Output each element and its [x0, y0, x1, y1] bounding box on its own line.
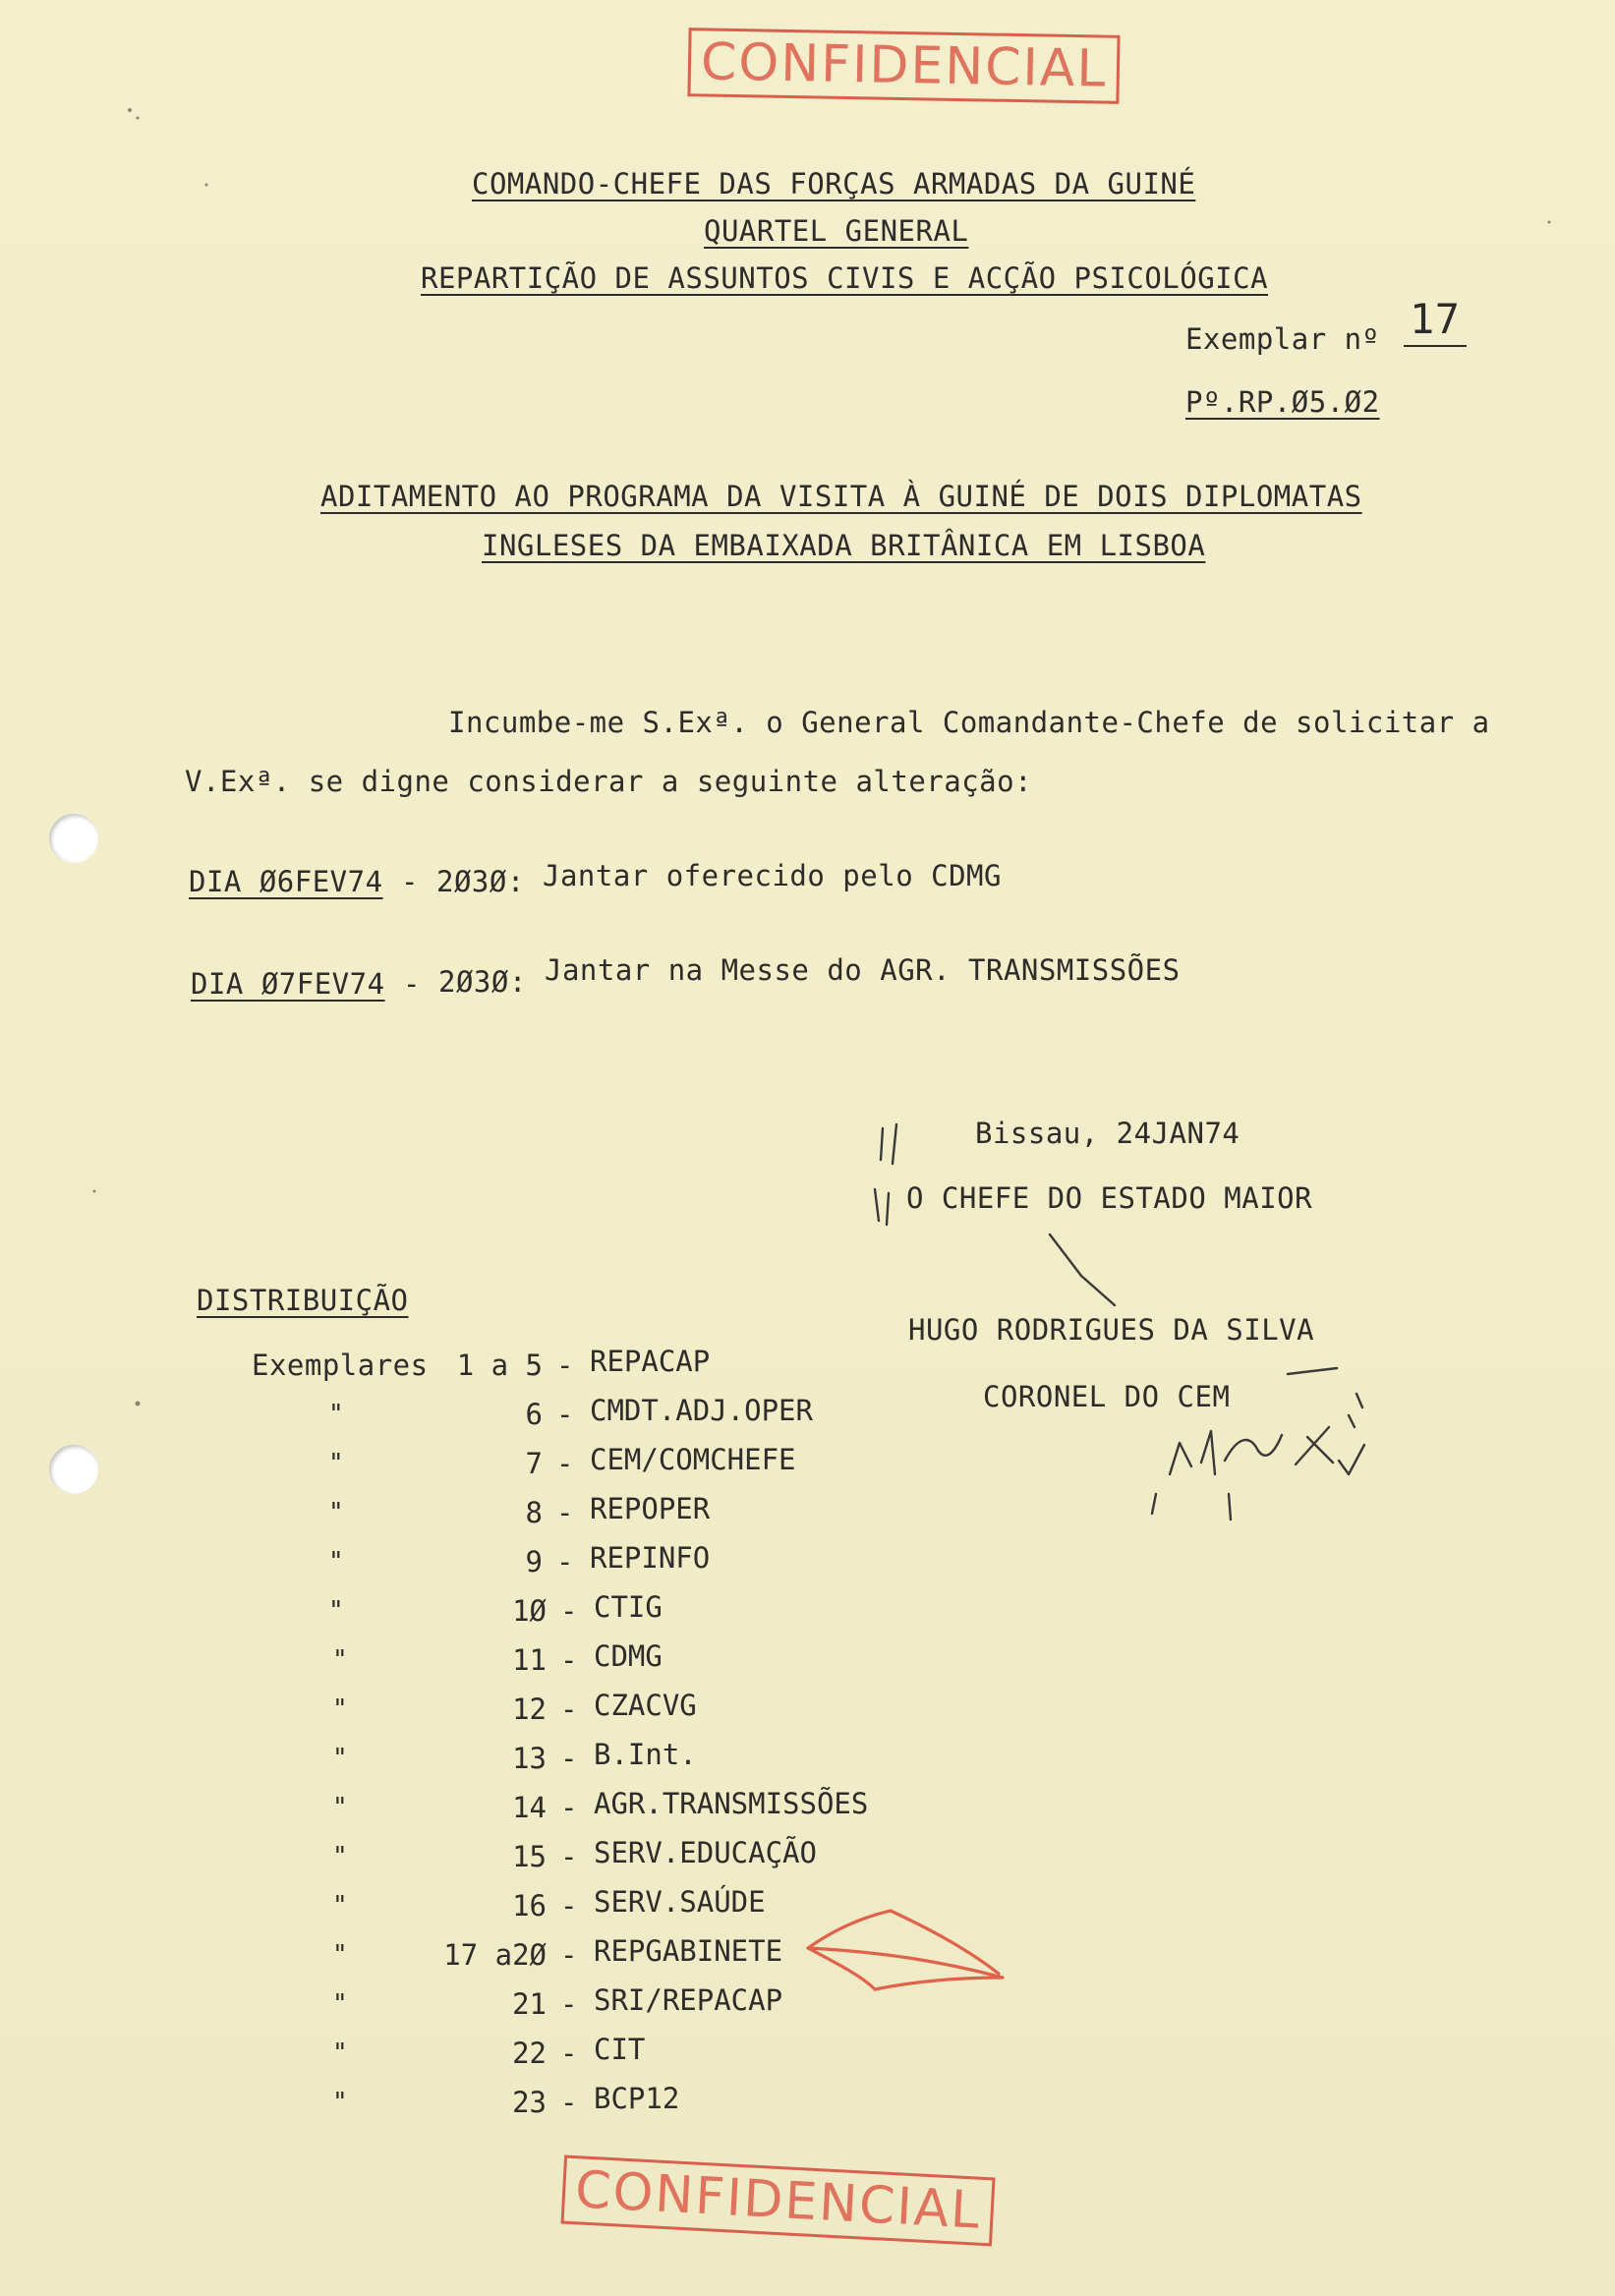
- distribution-copies: 7: [525, 1447, 543, 1480]
- signatory-role: O CHEFE DO ESTADO MAIOR: [906, 1181, 1313, 1215]
- distribution-copies: 9: [525, 1545, 543, 1578]
- ditto-mark: ": [328, 1400, 344, 1429]
- header-command: COMANDO-CHEFE DAS FORÇAS ARMADAS DA GUINÉ: [472, 167, 1196, 201]
- place-date: Bissau, 24JAN74: [975, 1117, 1240, 1150]
- title-line-1: ADITAMENTO AO PROGRAMA DA VISITA À GUINÉ DE DOIS DIPLOMATAS: [320, 480, 1362, 513]
- distribution-recipient: CIT: [594, 2033, 646, 2066]
- distribution-recipient: CZACVG: [594, 1689, 697, 1722]
- confidential-stamp-bottom: CONFIDENCIAL: [560, 2155, 995, 2247]
- distribution-dash: -: [560, 1791, 578, 1824]
- distribution-dash: -: [560, 1938, 578, 1972]
- exemplar-label: Exemplar nº: [1185, 322, 1380, 356]
- signatory-rank: CORONEL DO CEM: [983, 1380, 1231, 1413]
- distribution-dash: -: [556, 1496, 574, 1529]
- distribution-heading: DISTRIBUIÇÃO: [197, 1284, 409, 1317]
- schedule-day-1: DIA Ø6FEV74: [189, 865, 383, 898]
- body-paragraph-line-2: V.Exª. se digne considerar a seguinte alteração:: [185, 765, 1033, 798]
- distribution-copies: 12: [512, 1693, 547, 1726]
- ditto-mark: ": [332, 1989, 348, 2019]
- ditto-mark: ": [332, 2088, 348, 2117]
- distribution-recipient: REPINFO: [590, 1541, 711, 1575]
- schedule-dash-1: -: [401, 865, 419, 898]
- distribution-copies: 21: [512, 1987, 547, 2021]
- distribution-copies: 17 a2Ø: [443, 1938, 547, 1972]
- distribution-recipient: B.Int.: [594, 1738, 697, 1771]
- exemplar-number: 17: [1404, 295, 1467, 347]
- distribution-dash: -: [560, 1693, 578, 1726]
- distribution-recipient: BCP12: [594, 2082, 680, 2115]
- ditto-mark: ": [332, 1744, 348, 1773]
- distribution-dash: -: [556, 1349, 574, 1382]
- schedule-dash-2: -: [403, 967, 421, 1001]
- distribution-dash: -: [560, 1742, 578, 1775]
- distribution-recipient: AGR.TRANSMISSÕES: [594, 1787, 869, 1820]
- distribution-recipient: SERV.EDUCAÇÃO: [594, 1836, 817, 1869]
- distribution-copies: 1 a 5: [456, 1349, 543, 1382]
- distribution-copies: 6: [525, 1398, 543, 1431]
- schedule-event-2: Jantar na Messe do AGR. TRANSMISSÕES: [545, 953, 1181, 987]
- distribution-copies: 23: [512, 2086, 547, 2119]
- schedule-time-2: 2Ø3Ø:: [438, 965, 527, 999]
- distribution-copies: 1Ø: [512, 1594, 547, 1628]
- distribution-recipient: SERV.SAÚDE: [594, 1885, 766, 1919]
- distribution-recipient: REPACAP: [590, 1345, 711, 1378]
- process-reference: Pº.RP.Ø5.Ø2: [1185, 385, 1380, 419]
- distribution-dash: -: [560, 2086, 578, 2119]
- distribution-dash: -: [560, 1643, 578, 1677]
- distribution-recipient: CDMG: [594, 1639, 663, 1673]
- schedule-day-2: DIA Ø7FEV74: [191, 967, 385, 1001]
- distribution-first-label: Exemplares: [252, 1349, 429, 1382]
- ditto-mark: ": [332, 1793, 348, 1822]
- distribution-dash: -: [556, 1447, 574, 1480]
- ditto-mark: ": [332, 1891, 348, 1921]
- distribution-dash: -: [560, 1840, 578, 1873]
- distribution-copies: 15: [512, 1840, 547, 1873]
- title-line-2: INGLESES DA EMBAIXADA BRITÂNICA EM LISBOA: [482, 529, 1206, 562]
- body-paragraph-line-1: Incumbe-me S.Exª. o General Comandante-Chefe de solicitar a: [448, 706, 1490, 739]
- header-quarters: QUARTEL GENERAL: [704, 214, 969, 248]
- distribution-dash: -: [560, 2037, 578, 2070]
- ditto-mark: ": [332, 2038, 348, 2068]
- ditto-mark: ": [328, 1449, 344, 1478]
- schedule-event-1: Jantar oferecido pelo CDMG: [543, 859, 1002, 892]
- distribution-recipient: REPGABINETE: [594, 1934, 783, 1968]
- schedule-time-1: 2Ø3Ø:: [436, 865, 525, 898]
- signatory-name: HUGO RODRIGUES DA SILVA: [908, 1313, 1315, 1347]
- ditto-mark: ": [328, 1547, 344, 1577]
- distribution-copies: 16: [512, 1889, 547, 1923]
- distribution-copies: 13: [512, 1742, 547, 1775]
- distribution-recipient: CEM/COMCHEFE: [590, 1443, 796, 1476]
- distribution-copies: 14: [512, 1791, 547, 1824]
- distribution-dash: -: [560, 1987, 578, 2021]
- distribution-recipient: SRI/REPACAP: [594, 1983, 783, 2017]
- distribution-copies: 22: [512, 2037, 547, 2070]
- distribution-dash: -: [560, 1594, 578, 1628]
- ditto-mark: ": [332, 1842, 348, 1871]
- ditto-mark: ": [332, 1940, 348, 1970]
- distribution-dash: -: [556, 1398, 574, 1431]
- confidential-stamp-top: CONFIDENCIAL: [687, 28, 1121, 104]
- header-department: REPARTIÇÃO DE ASSUNTOS CIVIS E ACÇÃO PSICOLÓGICA: [421, 261, 1269, 295]
- ditto-mark: ": [332, 1694, 348, 1724]
- distribution-dash: -: [556, 1545, 574, 1578]
- ditto-mark: ": [328, 1498, 344, 1527]
- distribution-copies: 11: [512, 1643, 547, 1677]
- distribution-dash: -: [560, 1889, 578, 1923]
- distribution-copies: 8: [525, 1496, 543, 1529]
- distribution-recipient: REPOPER: [590, 1492, 711, 1525]
- ditto-mark: ": [332, 1645, 348, 1675]
- ditto-mark: ": [328, 1596, 344, 1626]
- distribution-recipient: CTIG: [594, 1590, 663, 1624]
- distribution-recipient: CMDT.ADJ.OPER: [590, 1394, 813, 1427]
